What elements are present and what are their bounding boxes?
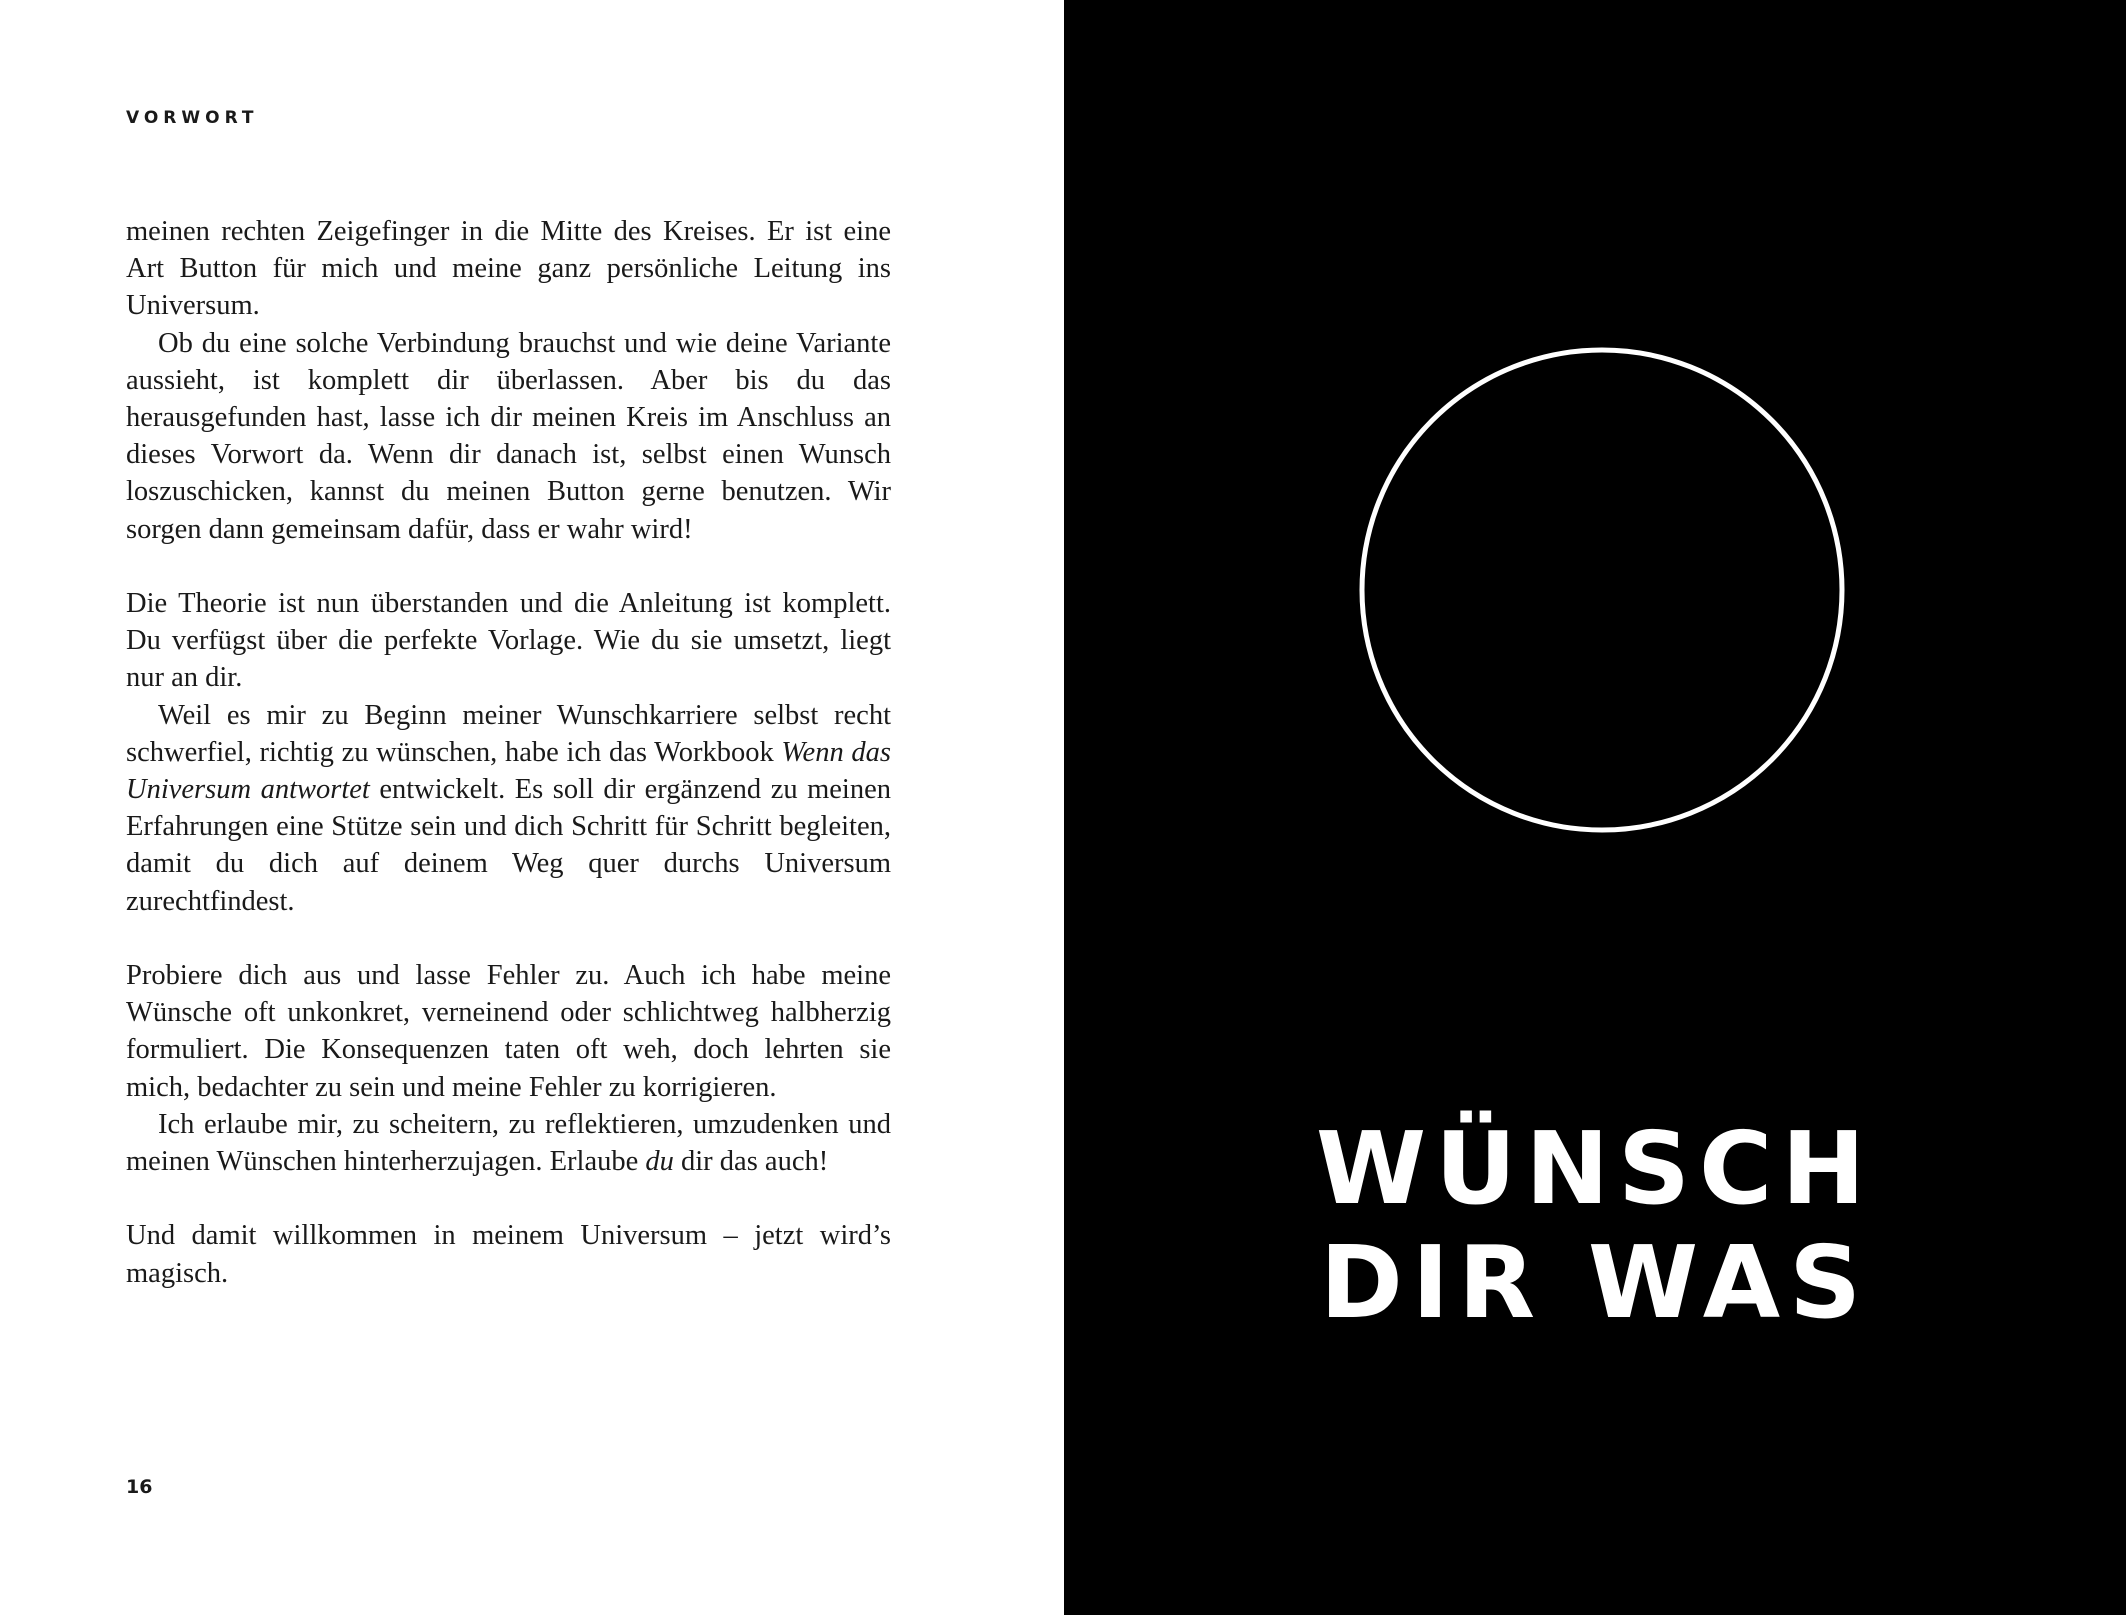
paragraph-4 [126,697,891,920]
circle-icon [1357,345,1847,835]
wish-button-circle [1357,345,1847,835]
right-page [1064,0,2126,1615]
headline-line-2: DIR WAS [1319,1224,1871,1341]
paragraph-5: Probiere dich aus und lasse Fehler zu. Auch ich habe meine Wünsche oft unkonkret, verneinend oder schlichtweg halbherzig formuliert. Die Konsequenzen taten oft weh, doch lehrten sie mich, bedachter zu sein und meine Fehler zu korrigieren. [126,960,891,1103]
chapter-headline [1064,1112,2126,1340]
body-text [126,213,891,1292]
paragraph-4-text-a: Weil es mir zu Beginn meiner Wunschkarriere selbst recht schwerfiel, richtig zu wünschen, habe ich das Workbook [126,699,891,768]
paragraph-1: meinen rechten Zeigefinger in die Mitte des Kreises. Er ist eine Art Button für mich und meine ganz persönliche Leitung ins Universum. [126,216,891,322]
page-number: 16 [126,1476,153,1498]
paragraph-4-text-b: entwickelt. Es soll dir ergänzend zu meinen Erfahrungen eine Stütze sein und dich Schritt für Schritt begleiten, damit du dich auf deinem Weg quer durchs Universum zurechtfindest. [126,774,891,917]
paragraph-7: Und damit willkommen in meinem Universum – jetzt wird’s magisch. [126,1220,891,1289]
paragraph-6-text-b: dir das auch! [673,1146,829,1178]
running-header: VORWORT [126,108,259,128]
paragraph-2: Ob du eine solche Verbindung brauchst und wie deine Variante aussieht, ist komplett dir überlassen. Aber bis du das herausgefunden hast, lasse ich dir meinen Kreis im Anschluss an dieses Vorwort da. Wenn dir danach ist, selbst einen Wunsch loszuschicken, kannst du meinen Button gerne benutzen. Wir sorgen dann gemeinsam dafür, dass er wahr wird! [126,327,891,545]
headline-line-1: WÜNSCH [1315,1110,1875,1227]
paragraph-6 [126,1106,891,1180]
paragraph-6-text-a: Ich erlaube mir, zu scheitern, zu reflektieren, umzudenken und meinen Wünschen hinterherzujagen. Erlaube [126,1108,891,1178]
emphasis-du: du [645,1146,674,1178]
book-title-italic: Wenn das Universum antwortet [126,736,891,806]
paragraph-3: Die Theorie ist nun überstanden und die Anleitung ist komplett. Du verfügst über die perfekte Vorlage. Wie du sie umsetzt, liegt nur an dir. [126,588,891,694]
